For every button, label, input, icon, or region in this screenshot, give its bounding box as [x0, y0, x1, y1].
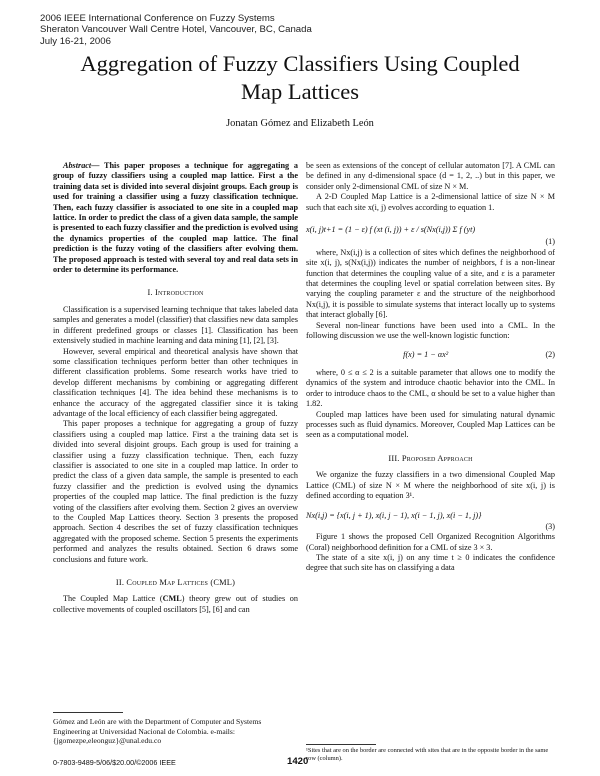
abstract-lead: Abstract: [63, 161, 92, 170]
paper-authors: Jonatan Gómez and Elizabeth León: [226, 118, 374, 129]
right-paragraph-2: A 2-D Coupled Map Lattice is a 2-dimensional lattice of size N × M such that each site x(i, j) evolves according to equation 1.: [306, 192, 555, 212]
conference-dates: July 16-21, 2006: [40, 35, 111, 47]
footnote-text: ¹Sites that are on the border are connected with sites that are in the opposite border in the same row (column).: [306, 747, 549, 762]
right-paragraph-1: be seen as extensions of the concept of cellular automaton [7]. A CML can be defined in any d-dimensional space (d = 1, 2, ..) but in this paper, we consider only 2-dimensional CML of size N × M.: [306, 161, 555, 191]
isbn-copyright: 0-7803-9489-5/06/$20.00/©2006 IEEE: [53, 758, 176, 767]
title-line-1: Aggregation of Fuzzy Classifiers Using Coupled: [80, 51, 520, 76]
conference-venue: Sheraton Vancouver Wall Centre Hotel, Vancouver, BC, Canada: [40, 24, 312, 36]
footnote-rule-right: [306, 744, 376, 745]
section-heading-introduction: I. Introduction: [147, 288, 204, 298]
border-sites-footnote: [306, 744, 555, 763]
intro-paragraph-1: Classification is a supervised learning technique that takes labeled data samples and generates a model (classifier) that classifies new data samples in different predefined groups or classes [1]. Classification has been extensively studied in machine learning and data mining [1], [2], [3].: [53, 304, 298, 346]
cml-paragraph-1: [53, 594, 298, 615]
abstract: [53, 161, 298, 275]
page-number: 1420: [287, 756, 309, 767]
equation-3-number: (3): [545, 521, 555, 531]
abstract-text: — This paper proposes a technique for aggregating a group of fuzzy classifiers using a coupled map lattice. First a the training data set is divided into several disjoint groups. Each group is used for training a classifier using a fuzzy classification technique. Then, each fuzzy classifier is associated to one site in a coupled map lattice. In order to predict the class of a given data sample, the sample is presented to each fuzzy classifier and the prediction is evolved using the dynamics properties of the coupled map lattice. The final prediction is the fuzzy voting of the classifiers after evolving them. The proposed approach is tested with several toy and real data sets in order to determine its performance.: [53, 161, 298, 275]
right-paragraph-4: Several non-linear functions have been used into a CML. In the following discussion we use the well-known logistic function:: [306, 320, 555, 341]
affiliation-text: Gómez and León are with the Department of Computer and Systems Engineering at Universidad Nacional de Colombia. e-mails: {jgomezpe,eleonguz}@unal.edu.co: [53, 717, 262, 746]
cml-text-a: The Coupled Map Lattice (: [63, 594, 163, 604]
equation-1-number: (1): [545, 237, 555, 247]
conference-name: 2006 IEEE International Conference on Fuzzy Systems: [40, 13, 275, 24]
cml-text-c: ) theory grew out of studies on collective movements of coupled oscillators [5], [6] and can: [53, 594, 298, 614]
right-column: [306, 161, 555, 574]
right-paragraph-8: Figure 1 shows the proposed Cell Organized Recognition Algorithms (Coral) neighborhood definition for a CML of size 3 × 3.: [306, 532, 555, 552]
right-paragraph-5: where, 0 ≤ α ≤ 2 is a suitable parameter that allows one to modify the dynamics of the system and introduce chaotic behavior into the CML. In order to introduce chaos to the CML, α should be set to a value higher than 1.82.: [306, 367, 555, 409]
section-heading-proposed-approach: III. Proposed Approach: [388, 453, 473, 463]
equation-1: [306, 225, 555, 235]
equation-2-body: f(x) = 1 − αx²: [403, 349, 449, 359]
equation-2-number: (2): [545, 349, 555, 359]
right-paragraph-7: We organize the fuzzy classifiers in a two dimensional Coupled Map Lattice (CML) of size N × M where the neighborhood of site x(i, j) is defined according to equation 3¹.: [306, 470, 555, 500]
conference-header: [40, 13, 312, 47]
right-paragraph-9: The state of a site x(i, j) on any time t ≥ 0 indicates the confidence degree that such site has on classifying a data: [306, 553, 555, 573]
cml-abbrev: CML: [162, 594, 182, 604]
section-heading-cml: II. Coupled Map Lattices (CML): [115, 578, 236, 588]
intro-paragraph-2: However, several empirical and theoretical analysis have shown that some classification techniques perform better than other techniques in different classification problems. Some research works have tried to develop different mechanisms by combining or aggregating different classification techniques [4]. The idea behind these mechanisms is to enhance the accuracy of the aggregated classifier since it is taking advantage of the local efficiency of each classifier being aggregated.: [53, 346, 298, 418]
intro-paragraph-3: This paper proposes a technique for aggregating a group of fuzzy classifiers using a coupled map lattice. First a the training data set is divided into several disjoint groups. Each group is used for training a classifier using a fuzzy classification technique. Then, each fuzzy classifier is associated to one site in a coupled map lattice. In order to predict the class of a given data sample, the sample is presented to each fuzzy classifier and the prediction is evolved using the dynamics properties of the coupled map lattice. The final prediction is the fuzzy voting of the classifiers after evolving them. Section 2 gives an overview to the Coupled Map Lattices theory. Section 3 presents the proposed approach. Section 4 describes the set of fuzzy classification techniques aggregated with the proposed scheme. Section 5 presents the experiments performed and analyzes the results obtained. Section 6 draws some conclusions and future work.: [53, 419, 298, 564]
paper-title: [30, 50, 570, 106]
equation-3: [306, 511, 555, 521]
author-affiliation-footnote: [53, 712, 298, 746]
equation-1-body: x(i, j)t+1 = (1 − ε) f (xt (i, j)) + ε / s(Nx(i,j)) Σ f (yt): [306, 225, 476, 235]
left-column: [53, 161, 298, 615]
right-paragraph-6: Coupled map lattices have been used for simulating natural dynamic processes such as fluid dynamics. Moreover, Coupled Map Lattices can be seen as a computational model.: [306, 409, 555, 440]
equation-3-body: Nx(i,j) = {x(i, j + 1), x(i, j − 1), x(i − 1, j), x(i − 1, j)}: [306, 511, 482, 521]
title-line-2: Map Lattices: [240, 79, 360, 104]
right-paragraph-3: where, Nx(i,j) is a collection of sites which defines the neighborhood of site x(i, j), s(Nx(i,j)) indicates the number of neighbors, f is a non-linear function that determines the coupling value of a site, and ε is a parameter that determines the coupling level or spatial correlation between sites. By varying the coupling parameter ε and the structure of the neighborhood Nx(i,j), it is possible to simulate systems that interact locally up to systems that interact globally [6].: [306, 247, 555, 320]
equation-2: [306, 350, 555, 360]
footnote-rule-left: [53, 712, 123, 713]
